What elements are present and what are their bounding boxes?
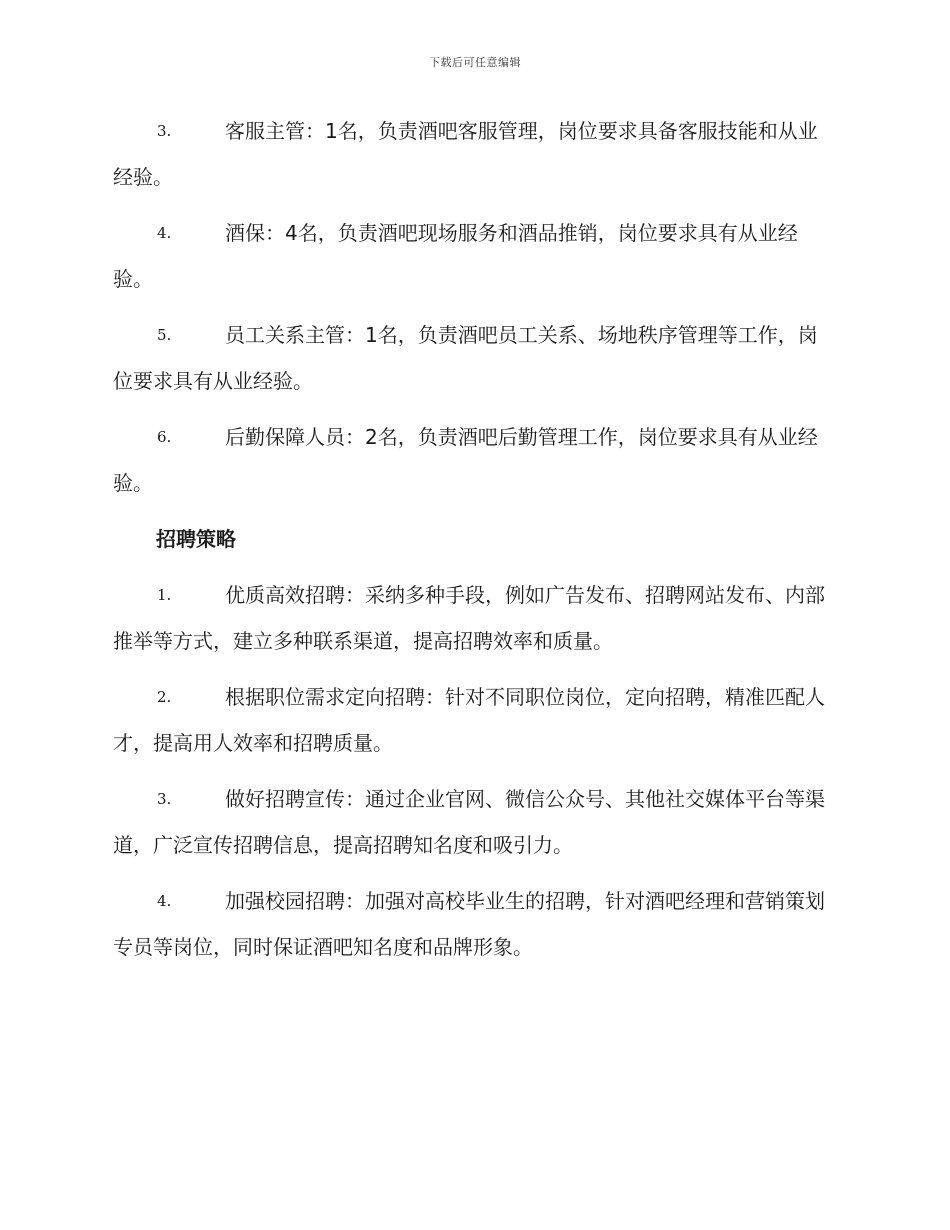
list-item	[113, 674, 835, 766]
list-item	[113, 776, 835, 868]
list-item-number: 3.	[157, 122, 172, 140]
list-item-text: 客服主管：1名，负责酒吧客服管理，岗位要求具备客服技能和从业经验。	[113, 119, 818, 189]
list-item	[113, 572, 835, 664]
list-item-number: 3.	[157, 790, 172, 808]
page-header: 下载后可任意编辑	[429, 56, 521, 69]
list-item-text: 做好招聘宣传：通过企业官网、微信公众号、其他社交媒体平台等渠道，广泛宣传招聘信息，提高招聘知名度和吸引力。	[113, 787, 825, 857]
document-body	[113, 108, 835, 980]
list-item-number: 5.	[157, 326, 172, 344]
list-item-number: 4.	[157, 892, 172, 910]
list-item-number: 1.	[157, 586, 172, 604]
list-item-text: 员工关系主管：1名，负责酒吧员工关系、场地秩序管理等工作，岗位要求具有从业经验。	[113, 323, 818, 393]
list-item	[113, 414, 835, 506]
list-item-text: 优质高效招聘：采纳多种手段，例如广告发布、招聘网站发布、内部推举等方式，建立多种联系渠道，提高招聘效率和质量。	[113, 583, 825, 653]
list-item	[113, 108, 835, 200]
list-item-text: 根据职位需求定向招聘：针对不同职位岗位，定向招聘，精准匹配人才，提高用人效率和招聘质量。	[113, 685, 825, 755]
list-item-number: 6.	[157, 428, 172, 446]
section-heading: 招聘策略	[156, 527, 236, 551]
list-item-number: 4.	[157, 224, 172, 242]
list-item-text: 加强校园招聘：加强对高校毕业生的招聘，针对酒吧经理和营销策划专员等岗位，同时保证酒吧知名度和品牌形象。	[113, 889, 825, 959]
list-item-text: 酒保：4名，负责酒吧现场服务和酒品推销，岗位要求具有从业经验。	[113, 221, 798, 291]
list-item	[113, 312, 835, 404]
list-item	[113, 210, 835, 302]
list-item-text: 后勤保障人员：2名，负责酒吧后勤管理工作，岗位要求具有从业经验。	[113, 425, 818, 495]
list-item-number: 2.	[157, 688, 172, 706]
list-item	[113, 878, 835, 970]
